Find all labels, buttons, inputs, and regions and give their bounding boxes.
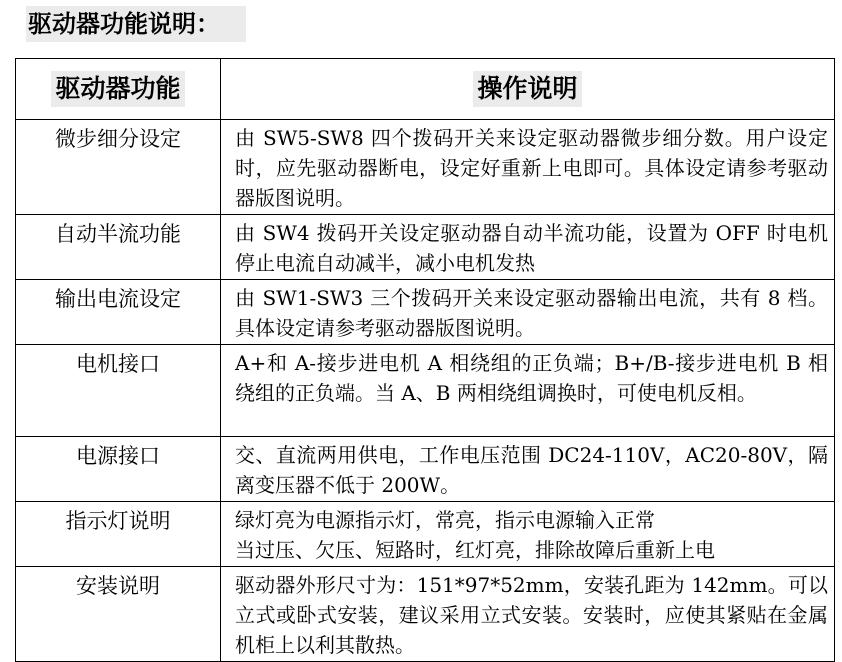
col-header-function-label: 驱动器功能	[51, 71, 184, 107]
section-heading: 驱动器功能说明：	[26, 6, 246, 42]
description-cell: 由 SW4 拨码开关设定驱动器自动半流功能，设置为 OFF 时电机停止电流自动减半，减小电机发热	[221, 215, 835, 280]
description-cell: A+和 A-接步进电机 A 相绕组的正负端；B+/B-接步进电机 B 相绕组的正负端。当 A、B 两相绕组调换时，可使电机反相。	[221, 345, 835, 437]
function-cell: 自动半流功能	[16, 215, 221, 280]
function-cell: 电机接口	[16, 345, 221, 437]
table-row	[16, 345, 835, 437]
function-cell: 输出电流设定	[16, 280, 221, 345]
description-cell	[221, 502, 835, 567]
table-header-row	[16, 59, 835, 120]
description-cell: 驱动器外形尺寸为：151*97*52mm，安装孔距为 142mm。可以立式或卧式安装，建议采用立式安装。安装时，应使其紧贴在金属机柜上以利其散热。	[221, 567, 835, 662]
function-cell: 指示灯说明	[16, 502, 221, 567]
table-row	[16, 437, 835, 502]
description-cell: 由 SW5-SW8 四个拨码开关来设定驱动器微步细分数。用户设定时，应先驱动器断电，设定好重新上电即可。具体设定请参考驱动器版图说明。	[221, 120, 835, 215]
description-line: 当过压、欠压、短路时，红灯亮，排除故障后重新上电	[235, 538, 715, 562]
col-header-function	[16, 59, 221, 120]
function-cell: 电源接口	[16, 437, 221, 502]
col-header-operation-label: 操作说明	[473, 71, 581, 107]
description-cell: 交、直流两用供电，工作电压范围 DC24-110V，AC20-80V，隔离变压器不低于 200W。	[221, 437, 835, 502]
table-row	[16, 215, 835, 280]
table-row	[16, 120, 835, 215]
driver-function-table	[15, 58, 835, 662]
function-cell: 微步细分设定	[16, 120, 221, 215]
table-row	[16, 280, 835, 345]
col-header-operation	[221, 59, 835, 120]
description-line: 绿灯亮为电源指示灯，常亮，指示电源输入正常	[235, 508, 655, 532]
table-row	[16, 502, 835, 567]
description-cell: 由 SW1-SW3 三个拨码开关来设定驱动器输出电流，共有 8 档。具体设定请参考驱动器版图说明。	[221, 280, 835, 345]
function-cell: 安装说明	[16, 567, 221, 662]
table-row	[16, 567, 835, 662]
